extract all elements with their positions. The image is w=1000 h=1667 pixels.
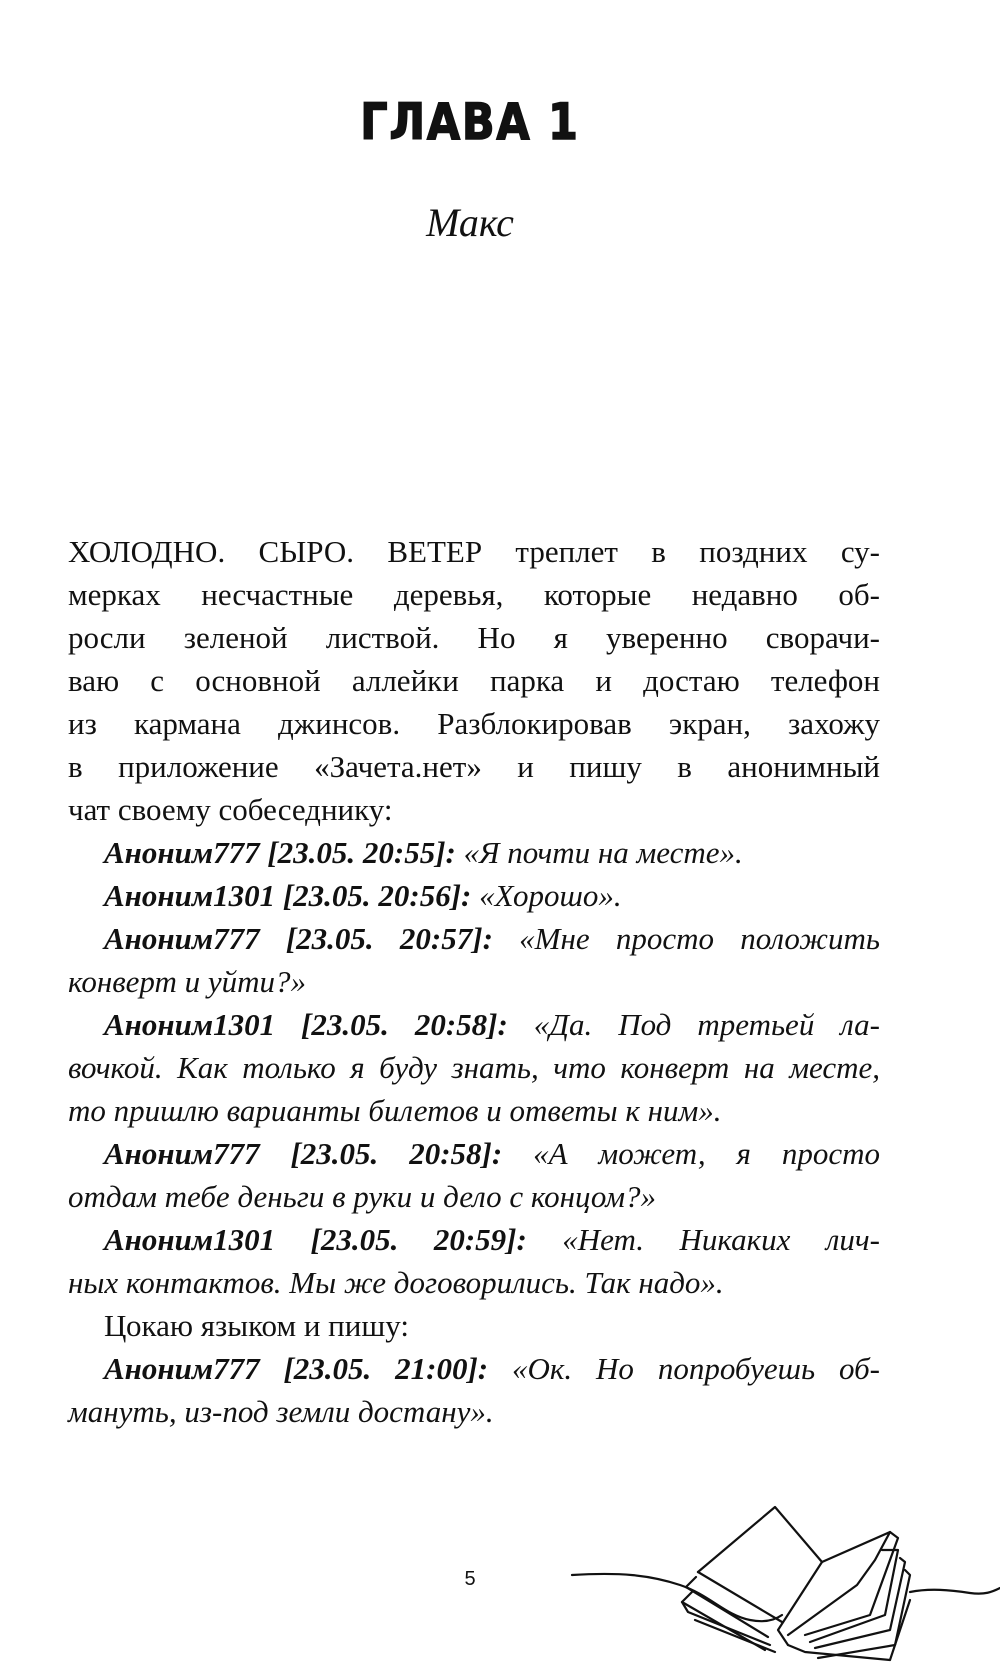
text-line: ваю с основной аллейки парка и достаю телефон bbox=[68, 663, 880, 698]
chat-text: «А может, я просто bbox=[533, 1136, 880, 1171]
text-line: из кармана джинсов. Разблокировав экран, захожу bbox=[68, 706, 880, 741]
chat-text-cont: вочкой. Как только я буду знать, что конверт на месте, bbox=[68, 1050, 880, 1085]
text-line: мерках несчастные деревья, которые недавно об- bbox=[68, 577, 880, 612]
chapter-title: ГЛАВА 1 bbox=[360, 93, 580, 151]
chat-author: Аноним777 [23.05. 20:57]: bbox=[104, 921, 493, 956]
chapter-subtitle: Макс bbox=[426, 200, 514, 245]
text-line: в приложение «Зачета.нет» и пишу в анонимный bbox=[68, 749, 880, 784]
chat-text-cont: конверт и уйти?» bbox=[68, 964, 307, 999]
chat-author: Аноним777 [23.05. 21:00]: bbox=[104, 1351, 489, 1386]
chat-author: Аноним1301 [23.05. 20:56]: bbox=[104, 878, 472, 913]
open-book-line-art-icon bbox=[560, 1480, 1000, 1667]
chat-author: Аноним1301 [23.05. 20:58]: bbox=[104, 1007, 508, 1042]
chat-message bbox=[68, 874, 880, 917]
chat-text: «Ок. Но попробуешь об- bbox=[512, 1351, 881, 1386]
body-text bbox=[68, 530, 880, 1433]
narration-line: Цокаю языком и пишу: bbox=[104, 1308, 409, 1343]
chat-message bbox=[68, 831, 880, 874]
chat-message bbox=[68, 1132, 880, 1175]
chat-text: «Да. Под третьей ла- bbox=[533, 1007, 881, 1042]
chat-message bbox=[68, 1347, 880, 1390]
chat-text: «Я почти на месте». bbox=[463, 835, 743, 870]
chat-author: Аноним777 [23.05. 20:55]: bbox=[104, 835, 456, 870]
chat-text: «Хорошо». bbox=[479, 878, 622, 913]
chat-text-cont: мануть, из-под земли достану». bbox=[68, 1394, 494, 1429]
chat-text-cont: отдам тебе деньги в руки и дело с концом?» bbox=[68, 1179, 657, 1214]
chat-text: «Мне просто положить bbox=[519, 921, 880, 956]
chat-message bbox=[68, 917, 880, 960]
chat-message bbox=[68, 1218, 880, 1261]
page-number: 5 bbox=[464, 1568, 476, 1590]
text-line: росли зеленой листвой. Но я уверенно сворачи- bbox=[68, 620, 880, 655]
text-line: чат своему собеседнику: bbox=[68, 792, 393, 827]
chat-text: «Нет. Никаких лич- bbox=[562, 1222, 880, 1257]
chat-message bbox=[68, 1003, 880, 1046]
chat-author: Аноним777 [23.05. 20:58]: bbox=[104, 1136, 503, 1171]
chat-author: Аноним1301 [23.05. 20:59]: bbox=[104, 1222, 527, 1257]
text-line: ХОЛОДНО. СЫРО. ВЕТЕР треплет в поздних су- bbox=[68, 534, 880, 569]
chat-text-cont: ных контактов. Мы же договорились. Так надо». bbox=[68, 1265, 724, 1300]
chat-text-cont: то пришлю варианты билетов и ответы к ним». bbox=[68, 1093, 722, 1128]
